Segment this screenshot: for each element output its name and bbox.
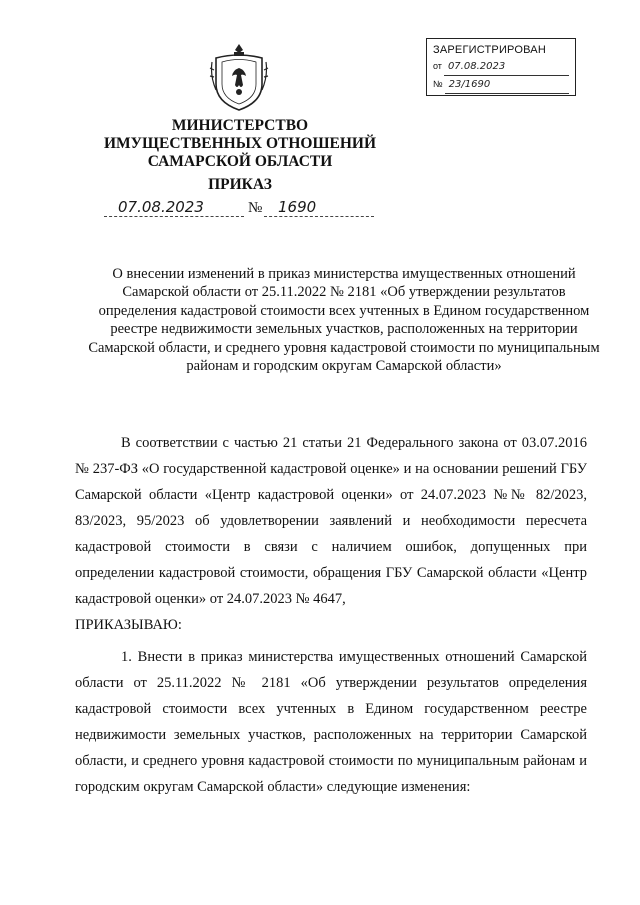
stamp-number-value: 23/1690	[445, 77, 569, 94]
stamp-number-label: №	[433, 79, 443, 89]
order-item-1: 1. Внести в приказ министерства имущественных отношений Самарской области от 25.11.2022 № 2181 «Об утверждении результатов определения кадастровой стоимости всех учтенных в Едином государственном реестре недвижимости земельных участков, расположенных на территории Самарской области, и среднего уровня кадастровой стоимости по муниципальным районам и городским округам Самарской области» следующие изменения:	[75, 649, 587, 795]
registration-stamp	[426, 38, 576, 96]
number-underline	[264, 216, 374, 217]
stamp-date-value: 07.08.2023	[444, 59, 569, 76]
stamp-title: ЗАРЕГИСТРИРОВАН	[433, 44, 546, 56]
ministry-line-1: МИНИСТЕРСТВО	[171, 117, 309, 134]
order-number: 1690	[278, 198, 317, 216]
order-date-number-line	[104, 198, 376, 220]
order-body	[75, 430, 587, 800]
coat-of-arms-icon	[208, 42, 270, 112]
order-title: ПРИКАЗ	[208, 176, 272, 193]
ministry-line-3: САМАРСКОЙ ОБЛАСТИ	[147, 153, 333, 170]
command-word: ПРИКАЗЫВАЮ:	[75, 617, 182, 633]
order-number-label: №	[248, 200, 263, 216]
order-subject: О внесении изменений в приказ министерства имущественных отношений Самарской области от 25.11.2022 № 2181 «Об утверждении результатов определения кадастровой стоимости всех учтенных в Едином государственном реестре недвижимости земельных участков, расположенных на территории Самарской области, и среднего уровня кадастровой стоимости по муниципальным районам и городским округам Самарской области»	[88, 266, 600, 375]
stamp-number-row	[433, 76, 569, 94]
order-date: 07.08.2023	[118, 198, 204, 216]
ministry-heading	[100, 117, 380, 171]
preamble-paragraph: В соответствии с частью 21 статьи 21 Федерального закона от 03.07.2016 № 237-ФЗ «О государственной кадастровой оценке» и на основании решений ГБУ Самарской области «Центр кадастровой оценки» от 24.07.2023 №№ 82/2023, 83/2023, 95/2023 об удовлетворении заявлений и необходимости пересчета кадастровой стоимости в связи с наличием ошибок, допущенных при определении кадастровой стоимости, обращения ГБУ Самарской области «Центр кадастровой оценки» от 24.07.2023 № 4647,	[75, 435, 587, 607]
stamp-date-label: от	[433, 61, 442, 71]
stamp-date-row	[433, 58, 569, 76]
date-underline	[104, 216, 244, 217]
ministry-line-2: ИМУЩЕСТВЕННЫХ ОТНОШЕНИЙ	[103, 135, 377, 152]
